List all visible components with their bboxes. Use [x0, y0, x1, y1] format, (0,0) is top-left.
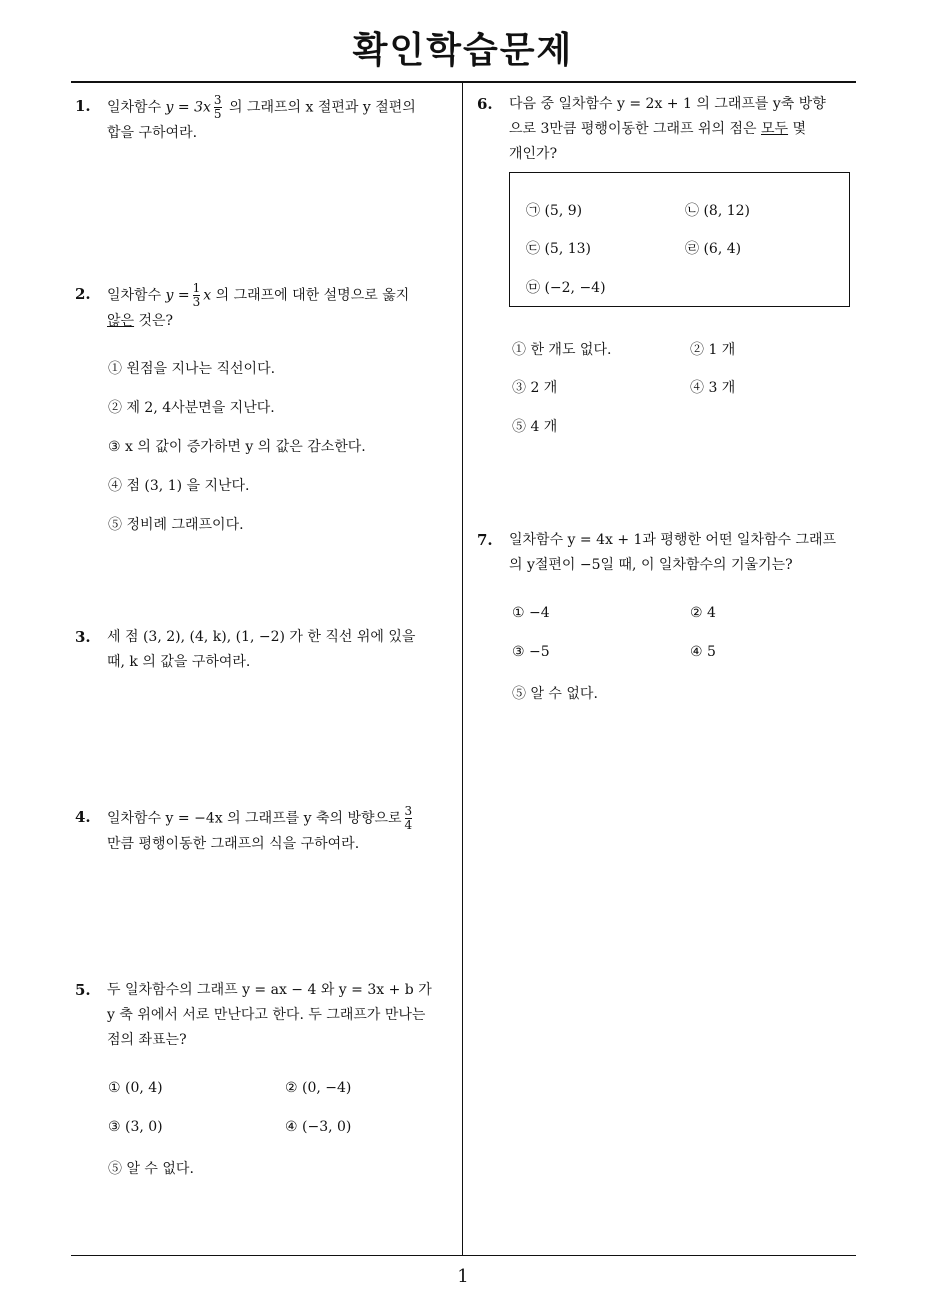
page-number: 1: [457, 1266, 469, 1287]
choice-2[interactable]: ② 4: [690, 605, 716, 621]
choice-2[interactable]: ② 1 개: [690, 342, 736, 358]
choice-1[interactable]: ① 한 개도 없다.: [512, 342, 612, 358]
question-text-line: [107, 94, 460, 121]
text: 일차함수: [107, 287, 166, 304]
text: 몇: [788, 121, 807, 137]
choice-3[interactable]: ③ −5: [512, 644, 550, 660]
choice-4[interactable]: ④ (−3, 0): [285, 1119, 352, 1135]
text: 의 그래프의 x 절편과 y 절편의: [224, 99, 416, 116]
question-text-line: 의 y절편이 −5일 때, 이 일차함수의 기울기는?: [509, 557, 793, 573]
question-text-line: 때, k 의 값을 구하여라.: [107, 654, 251, 670]
question-7: [477, 528, 862, 578]
underlined-text: 않은: [107, 313, 135, 329]
question-text-line: [107, 309, 460, 334]
page-title: 확인학습문제: [352, 30, 574, 71]
question-number: 3.: [75, 628, 91, 646]
math-expression: y = 3x: [165, 99, 211, 116]
question-5: [75, 978, 460, 1053]
question-text-line: 일차함수 y = 4x + 1과 평행한 어떤 일차함수 그래프: [509, 532, 837, 548]
fraction: $\frac{3}{4}$: [404, 804, 413, 832]
choice-2[interactable]: ② 제 2, 4사분면을 지난다.: [108, 400, 275, 416]
question-text-line: [107, 805, 460, 832]
question-text-line: 개인가?: [509, 146, 558, 162]
point-list-box: [509, 172, 850, 307]
choice-3[interactable]: ③ x 의 값이 증가하면 y 의 값은 감소한다.: [108, 439, 366, 455]
question-text-line: 두 일차함수의 그래프 y = ax − 4 와 y = 3x + b 가: [107, 982, 432, 998]
choice-5[interactable]: ⑤ 4 개: [512, 419, 558, 435]
question-2: [75, 282, 460, 334]
question-number: 6.: [477, 95, 493, 113]
choice-1[interactable]: ① (0, 4): [108, 1080, 163, 1096]
choice-1[interactable]: ① 원점을 지나는 직선이다.: [108, 361, 276, 377]
fraction: $\frac{1}{3}$: [192, 281, 201, 309]
underlined-text: 모두: [761, 121, 789, 137]
choice-4[interactable]: ④ 점 (3, 1) 을 지난다.: [108, 478, 250, 494]
column-divider: [462, 83, 463, 1255]
choice-2[interactable]: ② (0, −4): [285, 1080, 352, 1096]
question-3: [75, 625, 460, 675]
box-item: ㉢ (5, 13): [526, 241, 591, 257]
footer-rule: [71, 1255, 856, 1256]
text: 일차함수 y = −4x 의 그래프를 y 축의 방향으로: [107, 810, 402, 827]
question-1: [75, 94, 460, 146]
question-text-line: [107, 282, 460, 309]
choice-4[interactable]: ④ 3 개: [690, 380, 736, 396]
question-number: 7.: [477, 531, 493, 549]
question-4: [75, 805, 460, 857]
text: 것은?: [134, 313, 174, 329]
question-text-line: 만큼 평행이동한 그래프의 식을 구하여라.: [107, 836, 360, 852]
question-text-line: [509, 117, 862, 142]
box-item: ㉤ (−2, −4): [526, 280, 606, 296]
box-item: ㉡ (8, 12): [685, 203, 750, 219]
box-item: ㉣ (6, 4): [685, 241, 742, 257]
choice-3[interactable]: ③ (3, 0): [108, 1119, 163, 1135]
question-text-line: 합을 구하여라.: [107, 125, 198, 141]
header-rule: [71, 81, 856, 83]
math-expression: x: [203, 287, 212, 304]
choice-4[interactable]: ④ 5: [690, 644, 716, 660]
math-expression: y =: [165, 287, 190, 304]
question-text-line: 점의 좌표는?: [107, 1032, 187, 1048]
text: 으로 3만큼 평행이동한 그래프 위의 점은: [509, 121, 761, 137]
choice-1[interactable]: ① −4: [512, 605, 550, 621]
question-number: 5.: [75, 981, 91, 999]
fraction: $\frac{3}{5}$: [213, 93, 222, 121]
question-6: [477, 92, 862, 167]
question-number: 1.: [75, 97, 91, 115]
question-text-line: 세 점 (3, 2), (4, k), (1, −2) 가 한 직선 위에 있을: [107, 629, 416, 645]
choice-3[interactable]: ③ 2 개: [512, 380, 558, 396]
box-item: ㉠ (5, 9): [526, 203, 583, 219]
choice-5[interactable]: ⑤ 알 수 없다.: [108, 1161, 194, 1177]
question-number: 2.: [75, 285, 91, 303]
text: 일차함수: [107, 99, 166, 116]
question-text-line: 다음 중 일차함수 y = 2x + 1 의 그래프를 y축 방향: [509, 96, 826, 112]
text: 의 그래프에 대한 설명으로 옳지: [211, 287, 410, 304]
choice-5[interactable]: ⑤ 알 수 없다.: [512, 686, 598, 702]
question-number: 4.: [75, 808, 91, 826]
choice-5[interactable]: ⑤ 정비례 그래프이다.: [108, 517, 244, 533]
question-text-line: y 축 위에서 서로 만난다고 한다. 두 그래프가 만나는: [107, 1007, 426, 1023]
